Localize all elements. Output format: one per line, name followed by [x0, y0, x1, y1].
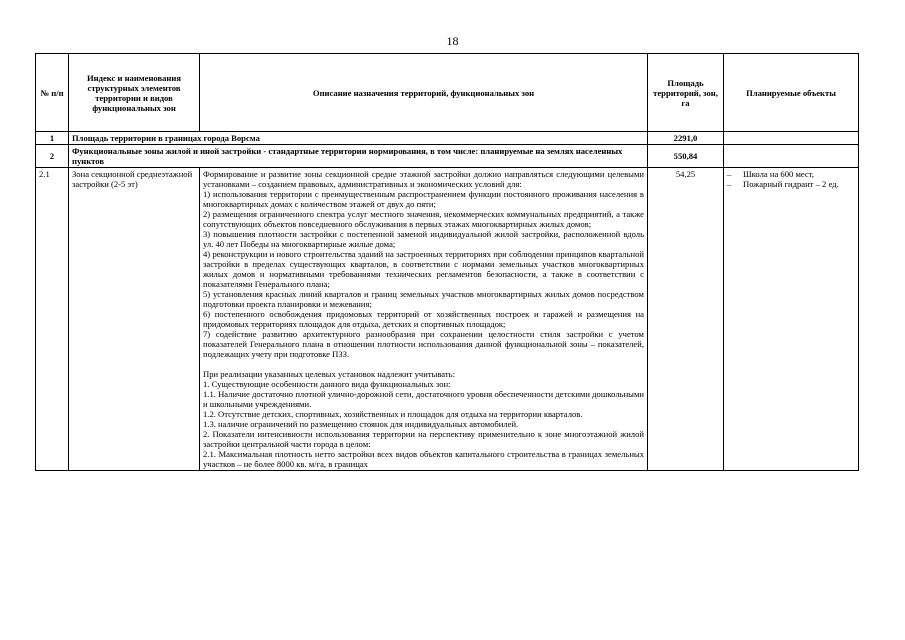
row-objects	[724, 145, 859, 168]
row-objects	[724, 132, 859, 145]
dash-bullet: –	[727, 179, 732, 189]
desc-paragraph: 5) установления красных линий кварталов и границ земельных участков многоквартирных жилых домов посредством подготовки проекта планировки и межевания;	[203, 289, 644, 309]
col-header-area: Площадь территорий, зон, га	[648, 54, 724, 132]
row-area: 54,25	[648, 168, 724, 471]
desc-paragraph: 1. Существующие особенности данного вида функциональных зон:	[203, 379, 451, 389]
header-row	[36, 54, 859, 132]
row-number: 2.1	[36, 168, 69, 471]
object-text: Школа на 600 мест,	[743, 169, 814, 179]
desc-paragraph: 1.1. Наличие достаточно плотной улично-дорожной сети, достаточного уровня обеспеченности детскими дошкольными и школьными учреждениями.	[203, 389, 644, 409]
page-number: 18	[446, 34, 459, 48]
col-header-index: Индекс и наименования структурных элементов территории и видов функциональных зон	[69, 54, 200, 132]
row-area: 2291,0	[648, 132, 724, 145]
desc-paragraph: 1) использования территории с преимущественным распространением функции постоянного проживания населения в многоквартирных домах с количеством этажей от двух до пяти;	[203, 189, 644, 209]
table-row	[36, 168, 859, 471]
list-item	[727, 169, 855, 179]
row-area: 550,84	[648, 145, 724, 168]
table-row	[36, 132, 859, 145]
row-number: 1	[36, 132, 69, 145]
planning-table	[35, 53, 859, 471]
desc-paragraph: 7) содействие развитию архитектурного разнообразия при сохранении целостности стиля застройки с учетом показателей Генерального плана в отношении плотности использования данной функциональной зоны – показателей, подлежащих учету при подготовке ПЗЗ.	[203, 329, 644, 359]
desc-paragraph: 2) размещения ограниченного спектра услуг местного значения, некоммерческих коммунальных предприятий, а также сопутствующих объектов повседневного обслуживания в первых этажах многоквартирных жилых домов;	[203, 209, 644, 229]
row-text: Площадь территории в границах города Ворсма	[69, 132, 648, 145]
desc-paragraph: 4) реконструкции и нового строительства зданий на застроенных территориях при соблюдении принципов квартальной застройки в пределах существующих кварталов, в соответствии с нормами земельных участков многоквартирных жилых домов и нормативными требованиями технических регламентов безопасности, а также в соответствии с показателями Генерального плана;	[203, 249, 644, 289]
desc-paragraph: 2.1. Максимальная плотность нетто застройки всех видов объектов капитального строительства в границах земельных участков – не более 8000 кв. м/га, в границах	[203, 449, 644, 469]
desc-paragraph: 2. Показатели интенсивности использования территории на перспективу применительно к зоне многоэтажной жилой застройки центральной части города в целом:	[203, 429, 644, 449]
objects-list	[727, 169, 855, 189]
paragraph-gap	[203, 359, 644, 369]
desc-paragraph: 3) повышения плотности застройки с постепенной заменой индивидуальной жилой застройки, расположенной вдоль ул. 40 лет Победы на многоквартирные жилые дома;	[203, 229, 644, 249]
desc-paragraph: 6) постепенного освобождения придомовых территорий от хозяйственных построек и гаражей и размещения на придомовых территориях площадок для отдыха, детских и спортивных площадок;	[203, 309, 644, 329]
zone-name: Зона секционной среднеэтажной застройки (2-5 эт)	[69, 168, 200, 471]
object-text: Пожарный гидрант – 2 ед.	[743, 179, 839, 189]
desc-paragraph: 1.2. Отсутствие детских, спортивных, хозяйственных и площадок для отдыха на территории кварталов.	[203, 409, 583, 419]
col-header-objects: Планируемые объекты	[724, 54, 859, 132]
desc-paragraph: При реализации указанных целевых установок надлежит учитывать:	[203, 369, 455, 379]
table-row	[36, 145, 859, 168]
planned-objects	[724, 168, 859, 471]
col-header-num: № п/п	[36, 54, 69, 132]
row-text: Функциональные зоны жилой и иной застройки - стандартные территории нормирования, в том числе: планируемые на землях населенных пунктов	[69, 145, 648, 168]
list-item	[727, 179, 855, 189]
zone-description	[200, 168, 648, 471]
dash-bullet: –	[727, 169, 732, 179]
desc-paragraph: Формирование и развитие зоны секционной средне этажной застройки должно направляться следующими целевыми установками – созданием правовых, административных и экономических условий для:	[203, 169, 644, 189]
desc-paragraph: 1.3. наличие ограничений по размещению стоянок для индивидуальных автомобилей.	[203, 419, 519, 429]
row-number: 2	[36, 145, 69, 168]
col-header-description: Описание назначения территорий, функциональных зон	[200, 54, 648, 132]
